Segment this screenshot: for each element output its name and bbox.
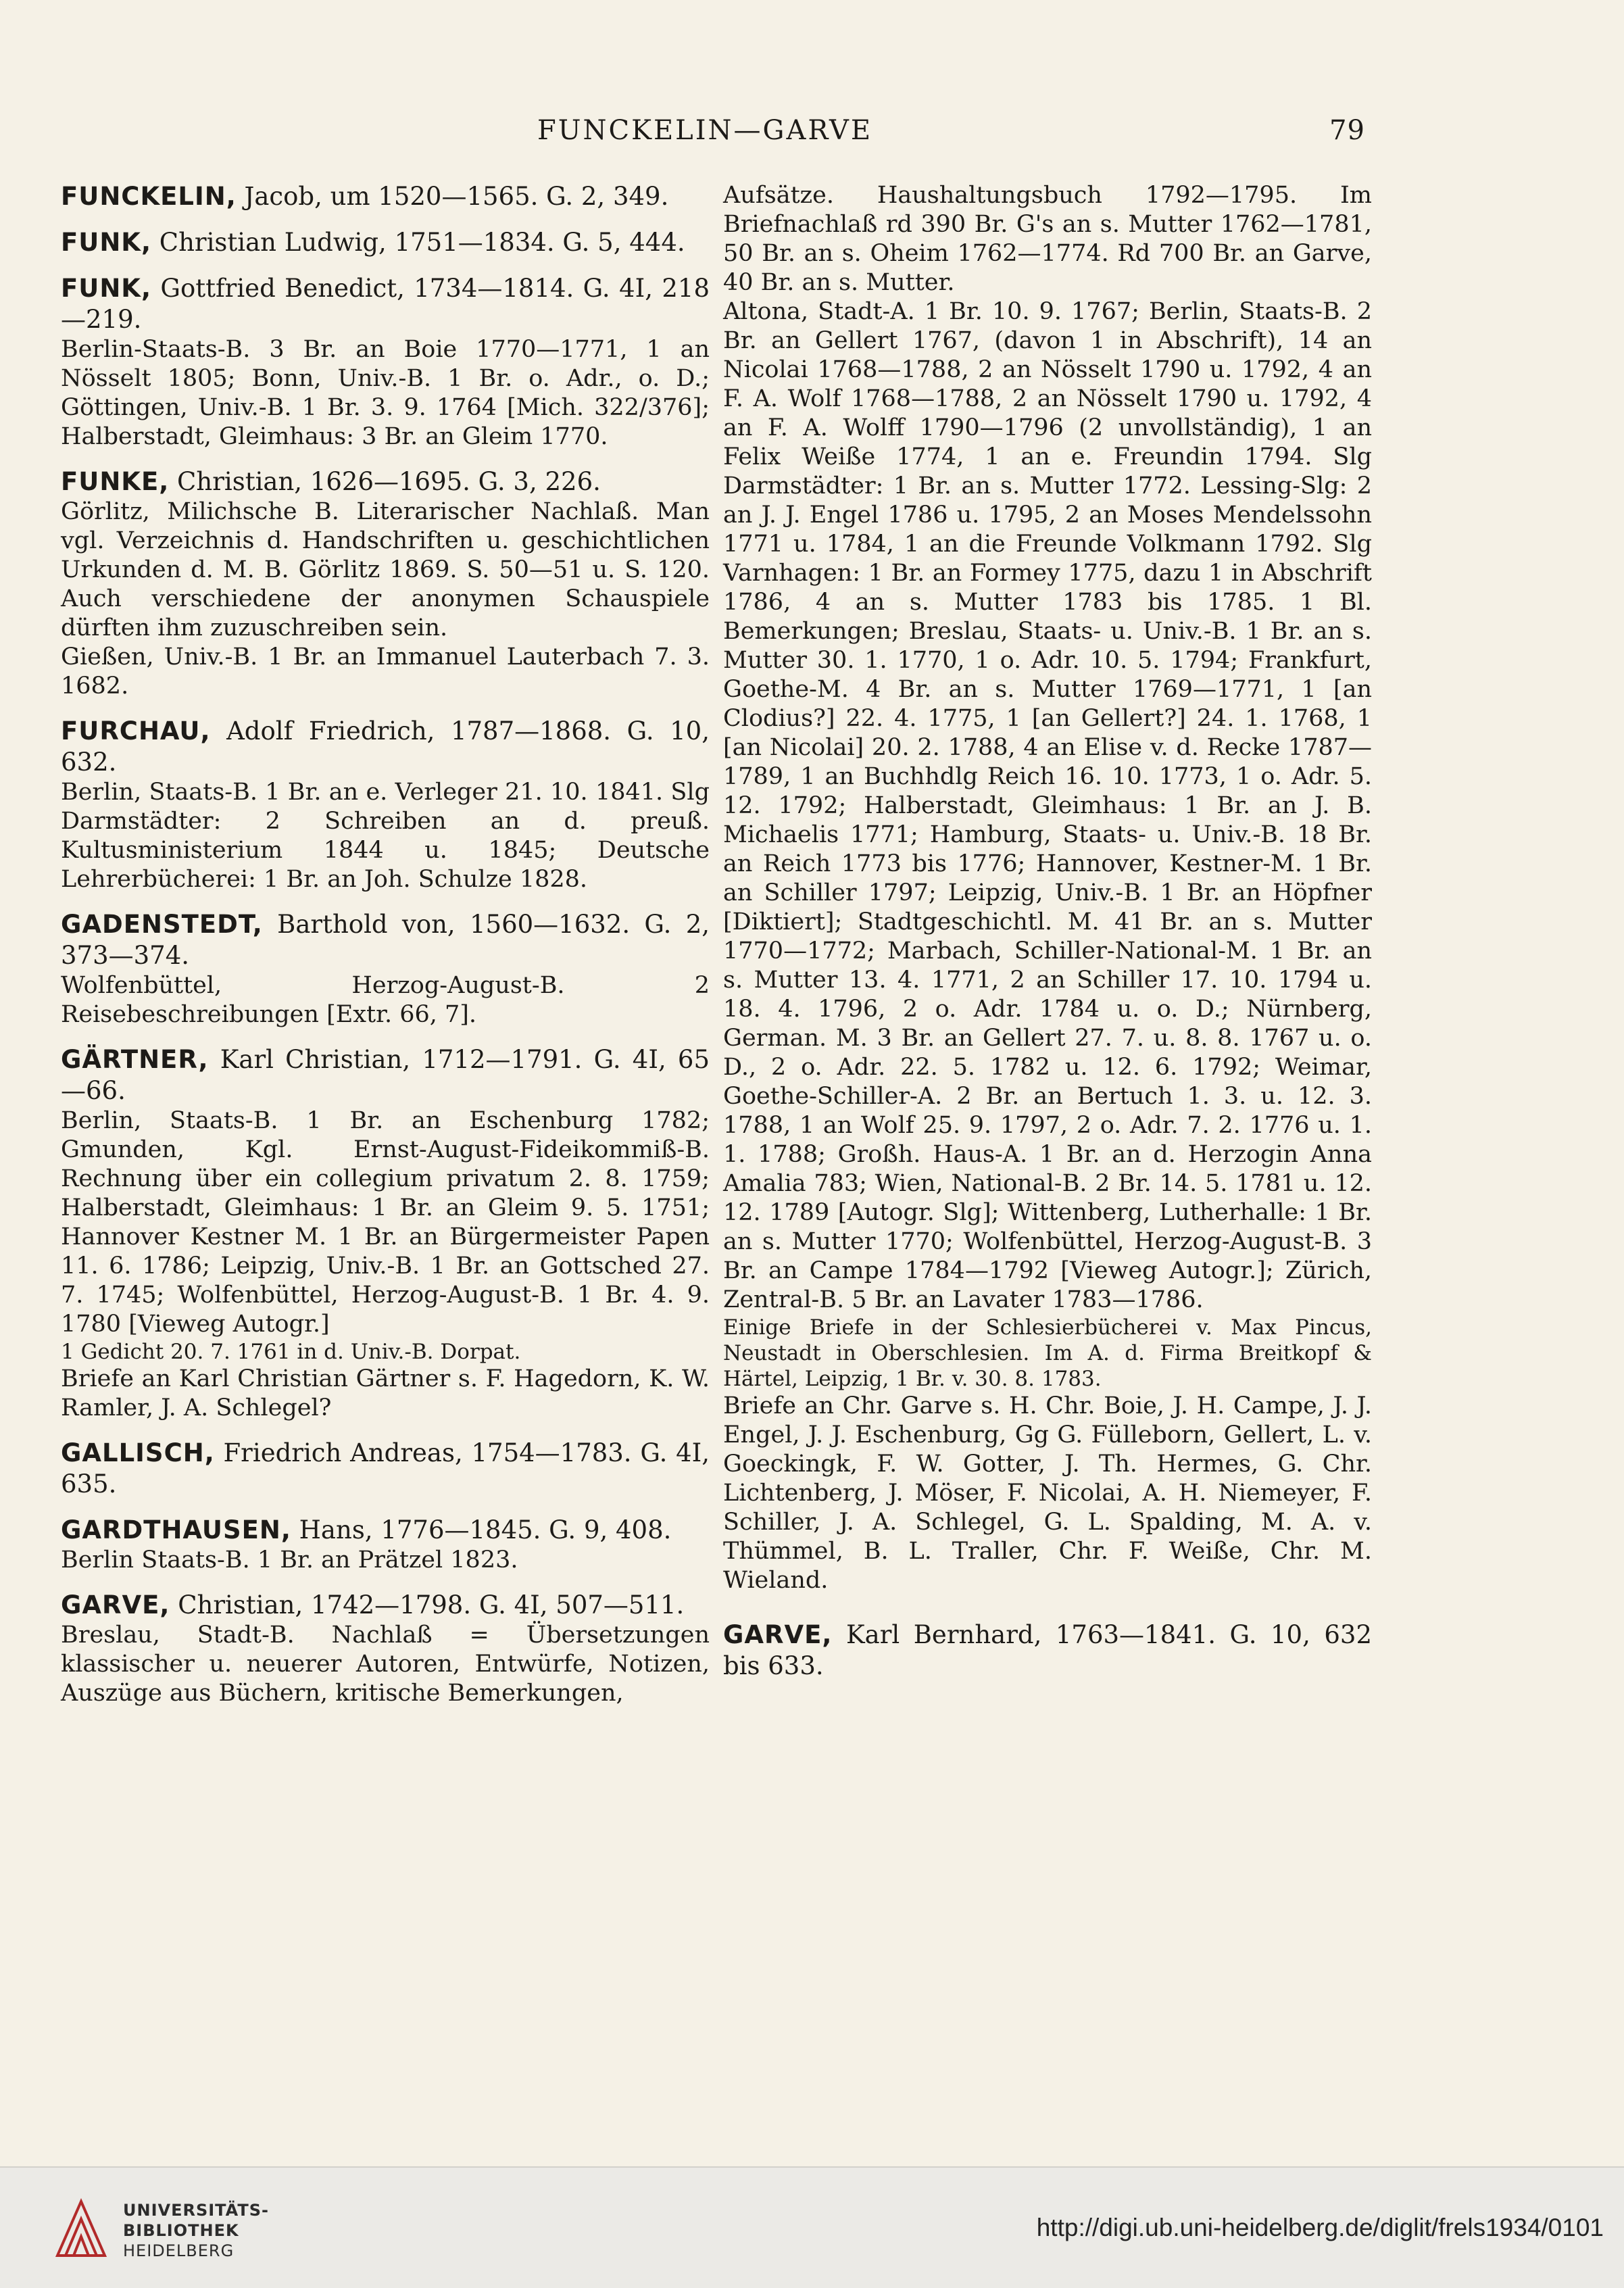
entry-sources: Gießen, Univ.-B. 1 Br. an Immanuel Lauterbach 7. 3. 1682. <box>61 643 710 700</box>
library-logo-icon <box>51 2195 112 2262</box>
entry-name: GARDTHAUSEN, <box>61 1515 291 1544</box>
logo-line: HEIDELBERG <box>123 2241 235 2260</box>
entry-name: FUNK, <box>61 228 152 257</box>
entry-info: Christian, 1626—1695. G. 3, 226. <box>169 467 601 496</box>
entry-info: Karl Christian, 1712—1791. G. 4I, 65—66. <box>61 1045 710 1105</box>
entry-body: Breslau, Stadt-B. Nachlaß = Übersetzungen klassischer u. neuerer Autoren, Entwürfe, Notizen, Auszüge aus Büchern, kritische Bemerkungen, <box>61 1622 710 1707</box>
entry-sources: Berlin, Staats-B. 1 Br. an e. Verleger 21. 10. 1841. Slg Darmstädter: 2 Schreiben an d. preuß. Kultusministerium 1844 u. 1845; Deutsche Lehrerbücherei: 1 Br. an Joh. Schulze 1828. <box>61 779 710 893</box>
entry-info: Karl Bernhard, 1763—1841. G. 10, 632 bis 633. <box>723 1620 1372 1680</box>
entry-gardthausen <box>61 1515 710 1575</box>
entry-letters: Briefe an Chr. Garve s. H. Chr. Boie, J. H. Campe, J. J. Engel, J. J. Eschenburg, Gg G. Fülleborn, Gellert, L. v. Goeckingk, F. W. Gotter, J. Th. Hermes, G. Chr. Lichtenberg, J. Möser, F. Nicolai, A. H. Niemeyer, F. Schiller, J. A. Schlegel, G. L. Spalding, M. A. v. Thümmel, B. L. Traller, Chr. F. Weiße, Chr. M. Wieland. <box>723 1392 1372 1594</box>
entry-gaertner <box>61 1044 710 1423</box>
entry-info: Jacob, um 1520—1565. G. 2, 349. <box>236 182 669 211</box>
entry-name: GARVE, <box>61 1590 170 1620</box>
entry-sources: Berlin, Staats-B. 1 Br. an Eschenburg 1782; Gmunden, Kgl. Ernst-August-Fideikommiß-B. Rechnung über ein collegium privatum 2. 8. 1759; Halberstadt, Gleimhaus: 1 Br. an Gleim 9. 5. 1751; Hannover Kestner M. 1 Br. an Bürgermeister Papen 11. 6. 1786; Leipzig, Univ.-B. 1 Br. an Gottsched 27. 7. 1745; Wolfenbüttel, Herzog-August-B. 1 Br. 4. 9. 1780 [Vieweg Autogr.] <box>61 1107 710 1338</box>
logo-line: UNIVERSITÄTS- <box>123 2201 270 2220</box>
entry-garve-christian-continued <box>723 181 1372 1595</box>
running-header <box>537 115 1365 162</box>
entry-name: GARVE, <box>723 1620 833 1649</box>
entry-name: GALLISCH, <box>61 1438 215 1467</box>
entry-garve-karl <box>723 1620 1372 1682</box>
entry-name: FUNK, <box>61 274 152 303</box>
page-number: 79 <box>1329 115 1365 146</box>
entry-info: Adolf Friedrich, 1787—1868. G. 10, 632. <box>61 716 710 777</box>
right-column <box>723 181 1372 1697</box>
entry-info: Christian Ludwig, 1751—1834. G. 5, 444. <box>151 228 685 257</box>
logo-line: BIBLIOTHEK <box>123 2221 239 2240</box>
footer-bar <box>0 2166 1624 2288</box>
entry-note: Einige Briefe in der Schlesierbücherei v. Max Pincus, Neustadt in Oberschlesien. Im A. d. Firma Breitkopf & Härtel, Leipzig, 1 Br. v. 30. 8. 1783. <box>723 1315 1372 1391</box>
entry-gallisch <box>61 1438 710 1500</box>
entry-name: FUNKE, <box>61 467 170 496</box>
source-url-link[interactable]: http://digi.ub.uni-heidelberg.de/diglit/frels1934/0101 <box>1036 2214 1604 2241</box>
entry-garve-christian <box>61 1590 710 1708</box>
entry-sources: Wolfenbüttel, Herzog-August-B. 2 Reisebeschreibungen [Extr. 66, 7]. <box>61 972 710 1028</box>
entry-sources: Altona, Stadt-A. 1 Br. 10. 9. 1767; Berlin, Staats-B. 2 Br. an Gellert 1767, (davon 1 in Abschrift), 14 an Nicolai 1768—1788, 2 an Nösselt 1790 u. 1792, 4 an F. A. Wolf 1768—1788, 2 an Nösselt 1790 u. 1792, 4 an F. A. Wolff 1790—1796 (2 unvollständig), 1 an Felix Weiße 1774, 1 an e. Freundin 1794. Slg Darmstädter: 1 Br. an s. Mutter 1772. Lessing-Slg: 2 an J. J. Engel 1786 u. 1795, 2 an Moses Mendelssohn 1771 u. 1784, 1 an die Freunde Volkmann 1792. Slg Varnhagen: 1 Br. an Formey 1775, dazu 1 in Abschrift 1786, 4 an s. Mutter 1783 bis 1785. 1 Bl. Bemerkungen; Breslau, Staats- u. Univ.-B. 1 Br. an s. Mutter 30. 1. 1770, 1 o. Adr. 10. 5. 1794; Frankfurt, Goethe-M. 4 Br. an s. Mutter 1769—1771, 1 [an Clodius?] 22. 4. 1775, 1 [an Gellert?] 24. 1. 1768, 1 [an Nicolai] 20. 2. 1788, 4 an Elise v. d. Recke 1787—1789, 1 an Buchhdlg Reich 16. 10. 1773, 1 o. Adr. 5. 12. 1792; Halberstadt, Gleimhaus: 1 Br. an J. B. Michaelis 1771; Hamburg, Staats- u. Univ.-B. 18 Br. an Reich 1773 bis 1776; Hannover, Kestner-M. 1 Br. an Schiller 1797; Leipzig, Univ.-B. 1 Br. an Höpfner [Diktiert]; Stadtgeschichtl. M. 41 Br. an s. Mutter 1770—1772; Marbach, Schiller-National-M. 1 Br. an s. Mutter 13. 4. 1771, 2 an Schiller 17. 10. 1794 u. 18. 4. 1796, 2 o. Adr. 1784 u. o. D.; Nürnberg, German. M. 3 Br. an Gellert 27. 7. u. 8. 8. 1767 u. o. D., 2 o. Adr. 22. 5. 1782 u. 12. 6. 1792; Weimar, Goethe-Schiller-A. 2 Br. an Bertuch 1. 3. u. 12. 3. 1788, 1 an Wolf 25. 9. 1797, 2 o. Adr. 7. 2. 1776 u. 1. 1. 1788; Großh. Haus-A. 1 Br. an d. Herzogin Anna Amalia 783; Wien, National-B. 2 Br. 14. 5. 1781 u. 12. 12. 1789 [Autogr. Slg]; Wittenberg, Lutherhalle: 1 Br. an s. Mutter 1770; Wolfenbüttel, Herzog-August-B. 3 Br. an Campe 1784—1792 [Vieweg Autogr.]; Zürich, Zentral-B. 5 Br. an Lavater 1783—1786. <box>723 298 1372 1313</box>
entry-gadenstedt <box>61 909 710 1029</box>
entry-name: GADENSTEDT, <box>61 910 263 939</box>
entry-funckelin <box>61 181 710 212</box>
left-column <box>61 181 710 1723</box>
library-logo-text <box>123 2200 269 2261</box>
entry-name: FURCHAU, <box>61 716 211 746</box>
entry-sources: Berlin Staats-B. 1 Br. an Prätzel 1823. <box>61 1547 518 1574</box>
entry-letters: Briefe an Karl Christian Gärtner s. F. Hagedorn, K. W. Ramler, J. A. Schlegel? <box>61 1365 710 1421</box>
entry-info: Friedrich Andreas, 1754—1783. G. 4I, 635. <box>61 1438 710 1499</box>
entry-note: 1 Gedicht 20. 7. 1761 in d. Univ.-B. Dorpat. <box>61 1340 521 1364</box>
entry-funk-christian <box>61 227 710 258</box>
entry-body: Görlitz, Milichsche B. Literarischer Nachlaß. Man vgl. Verzeichnis d. Handschriften u. geschichtlichen Urkunden d. M. B. Görlitz 1869. S. 50—51 u. S. 120. Auch verschiedene der anonymen Schauspiele dürften ihm zuzuschreiben sein. <box>61 498 710 641</box>
entry-info: Hans, 1776—1845. G. 9, 408. <box>291 1515 672 1544</box>
entry-furchau <box>61 716 710 894</box>
entry-info: Gottfried Benedict, 1734—1814. G. 4I, 218—219. <box>61 274 710 334</box>
entry-info: Christian, 1742—1798. G. 4I, 507—511. <box>170 1590 685 1620</box>
entry-name: GÄRTNER, <box>61 1045 209 1074</box>
entry-funk-gottfried <box>61 273 710 452</box>
entry-sources: Berlin-Staats-B. 3 Br. an Boie 1770—1771, 1 an Nösselt 1805; Bonn, Univ.-B. 1 Br. o. Adr., o. D.; Göttingen, Univ.-B. 1 Br. 3. 9. 1764 [Mich. 322/376]; Halberstadt, Gleimhaus: 3 Br. an Gleim 1770. <box>61 336 710 450</box>
entry-body-continued: Aufsätze. Haushaltungsbuch 1792—1795. Im Briefnachlaß rd 390 Br. G's an s. Mutter 1762—1781, 50 Br. an s. Oheim 1762—1774. Rd 700 Br. an Garve, 40 Br. an s. Mutter. <box>723 182 1372 296</box>
entry-info: Barthold von, 1560—1632. G. 2, 373—374. <box>61 910 710 970</box>
entry-name: FUNCKELIN, <box>61 182 237 211</box>
entry-funke <box>61 466 710 701</box>
header-title: FUNCKELIN—GARVE <box>537 115 873 146</box>
